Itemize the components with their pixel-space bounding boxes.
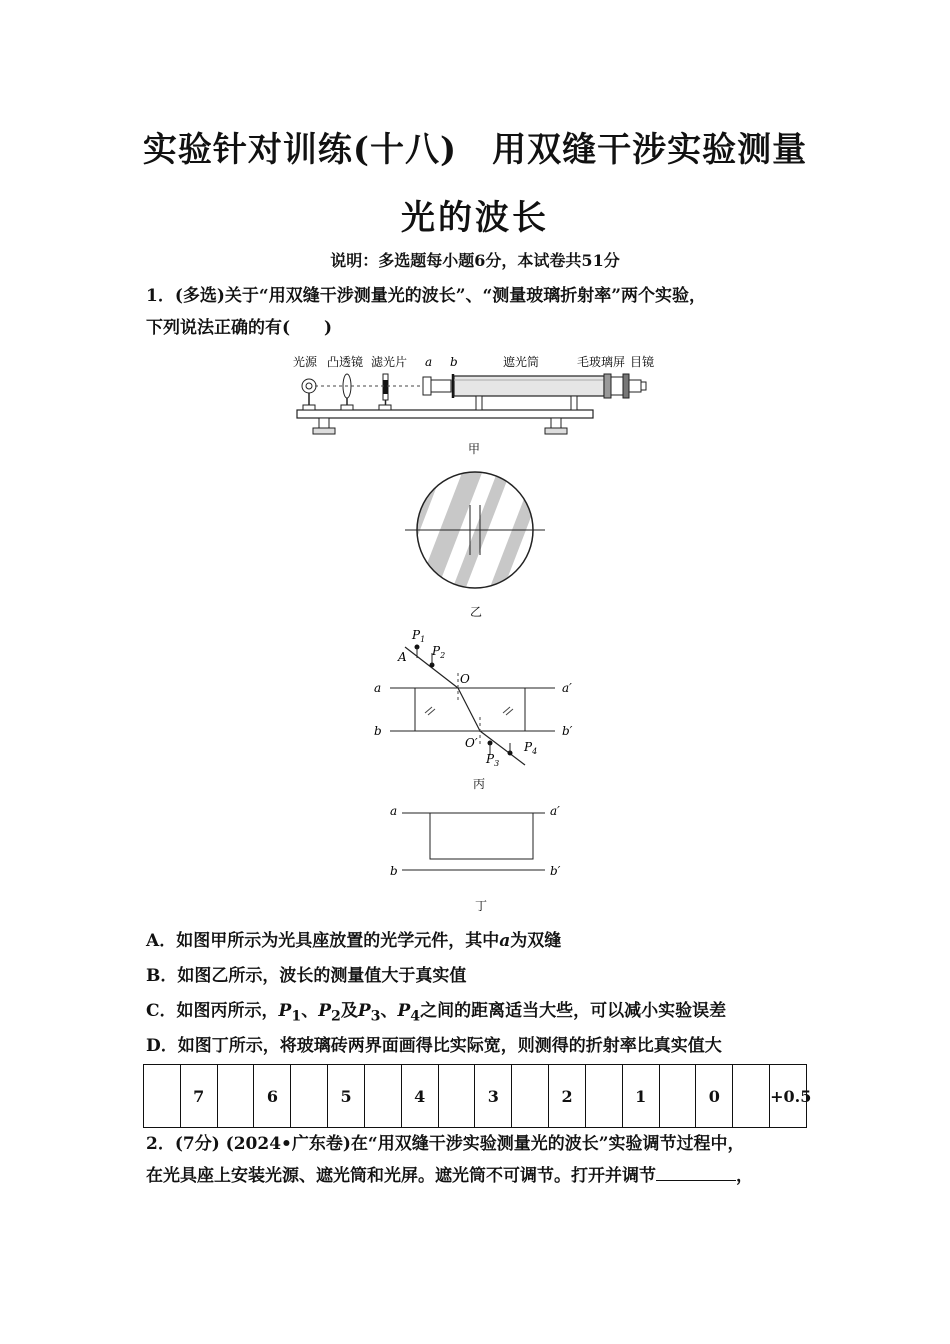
score-cell: 2 [549,1065,586,1128]
label-a: a [425,355,433,369]
figure-ding-glass-block [380,798,580,883]
question-2 [146,1128,826,1192]
answer-blank[interactable] [656,1162,736,1181]
score-cell: 6 [254,1065,291,1128]
question-1-line2: 下列说法正确的有( ) [146,318,333,338]
score-cell [217,1065,254,1128]
score-cell [512,1065,549,1128]
score-row [144,1065,807,1128]
option-c: C．如图丙所示，$P_1$、$P_2$及$P_3$、$P_4$之间的距离适当大些，可以减小实验误差 [146,1001,727,1025]
label-tube: 遮光筒 [503,355,540,369]
label-b: b [450,355,458,369]
page-title-line1: 实验针对训练(十八) 用双缝干涉实验测量 [142,130,808,170]
label-O: O [460,672,470,686]
score-cell [733,1065,770,1128]
figure-jia-caption: 甲 [468,442,481,456]
question-1 [146,280,811,344]
label-a: a [390,804,398,818]
option-a: A．如图甲所示为光具座放置的光学元件，其中a为双缝 [146,931,562,951]
label-screen: 毛玻璃屏 [577,355,626,369]
score-cell: +0.5 [770,1065,807,1128]
page-title-line2: 光的波长 [401,198,549,238]
score-cell: 7 [180,1065,217,1128]
score-cell [659,1065,696,1128]
label-a-prime: a′ [562,681,572,695]
label-convex-lens: 凸透镜 [327,355,364,369]
score-cell [585,1065,622,1128]
label-p2: $P_2$ [432,644,446,660]
score-note: 说明：多选题每小题6分，本试卷共51分 [330,251,620,270]
score-cell [144,1065,181,1128]
label-b-prime: b′ [550,864,561,878]
question-1-line1: 1．(多选)关于“用双缝干涉测量光的波长”、“测量玻璃折射率”两个实验， [146,286,707,306]
figure-yi-caption: 乙 [470,605,483,619]
label-p3: $P_3$ [486,752,500,768]
label-filter: 滤光片 [371,355,408,369]
figure-bing-refraction [360,625,590,775]
score-table [143,1064,812,1128]
label-b: b [374,724,382,738]
label-b: b [390,864,398,878]
score-cell: 0 [696,1065,733,1128]
score-cell [364,1065,401,1128]
option-d: D．如图丁所示，将玻璃砖两界面画得比实际宽，则测得的折射率比真实值大 [146,1036,722,1056]
score-cell: 1 [622,1065,659,1128]
label-a-prime: a′ [550,804,560,818]
label-p1: $P_1$ [412,628,426,644]
label-light-source: 光源 [293,355,318,369]
figure-ding-caption: 丁 [475,899,488,913]
label-b-prime: b′ [562,724,573,738]
label-a: a [374,681,382,695]
label-O-prime: O′ [465,736,478,750]
score-cell [438,1065,475,1128]
score-cell: 5 [328,1065,365,1128]
figure-yi-fringe-view [405,465,545,605]
figure-bing-caption: 丙 [473,777,486,791]
label-eyepiece: 目镜 [630,355,655,369]
question-2-line1: 2．(7分) (2024•广东卷)在“用双缝干涉实验测量光的波长”实验调节过程中， [146,1134,745,1154]
question-2-line2: 在光具座上安装光源、遮光筒和光屏。遮光筒不可调节。打开并调节 ， [146,1160,826,1192]
score-cell: 4 [401,1065,438,1128]
label-A: A [398,650,407,664]
option-b: B．如图乙所示，波长的测量值大于真实值 [146,966,467,986]
score-cell: 3 [475,1065,512,1128]
label-p4: $P_4$ [524,740,538,756]
score-cell [291,1065,328,1128]
